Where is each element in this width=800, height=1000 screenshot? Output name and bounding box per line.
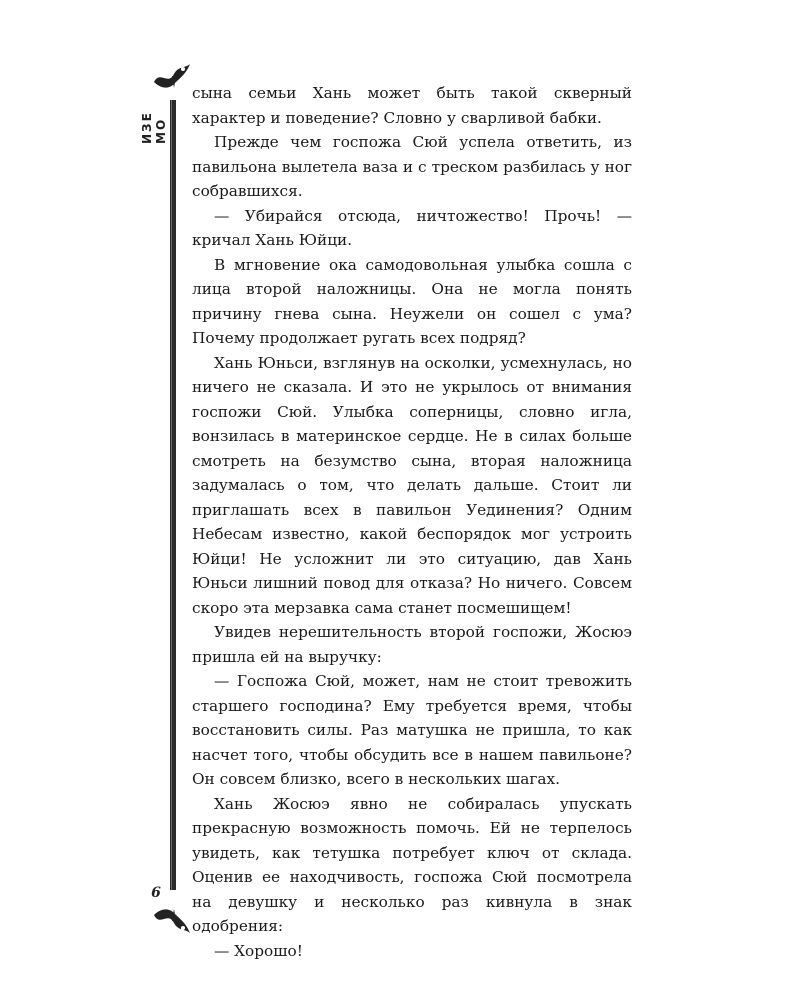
paragraph: В мгновение ока самодовольная улыбка сошла с лица второй наложницы. Она не могла понять причину гнева сына. Неужели он сошел с ума? Почему продолжает ругать всех подряд? (192, 255, 632, 347)
paragraph: Прежде чем госпожа Сюй успела ответить, из павильона вылетела ваза и с треском разбилась у ног собравшихся. (192, 133, 632, 200)
paragraph: сына семьи Хань может быть такой скверный характер и поведение? Словно у сварливой бабки. (192, 84, 632, 127)
side-decorative-bar (170, 100, 176, 890)
running-head: ИЗЕ МО (140, 111, 168, 144)
paragraph: — Госпожа Сюй, может, нам не стоит тревожить старшего господина? Ему требуется время, чтобы восстановить силы. Раз матушка не пришла, то как насчет того, чтобы обсудить все в нашем павильоне? Он совсем близко, всего в нескольких шагах. (192, 672, 632, 788)
paragraph: Увидев нерешительность второй госпожи, Жосюэ пришла ей на выручку: (192, 623, 632, 666)
paragraph: — Убирайся отсюда, ничтожество! Прочь! — кричал Хань Юйци. (192, 206, 632, 249)
paragraph: Хань Юньси, взглянув на осколки, усмехнулась, но ничего не сказала. И это не укрылось от внимания госпожи Сюй. Улыбка соперницы, словно игла, вонзилась в материнское сердце. Не в силах больше смотреть на безумство сына, вторая наложница задумалась о том, что делать дальше. Стоит ли приглашать всех в павильон Уединения? Одним Небесам известно, какой беспорядок мог устроить Юйци! Не усложнит ли это ситуацию, дав Хань Юньси лишний повод для отказа? Но ничего. Совсем скоро эта мерзавка сама станет посмешищем! (192, 353, 632, 617)
paragraph: — Хорошо! (214, 941, 303, 960)
page-number: 6 (151, 885, 161, 901)
paragraph: Хань Жосюэ явно не собиралась упускать прекрасную возможность помочь. Ей не терпелось увидеть, как тетушка потребует ключ от склада. Оценив ее находчивость, госпожа Сюй посмотрела на девушку и несколько раз кивнула в знак одобрения: (192, 794, 632, 935)
body-text (192, 81, 632, 963)
bottom-ornament-icon (150, 905, 194, 937)
